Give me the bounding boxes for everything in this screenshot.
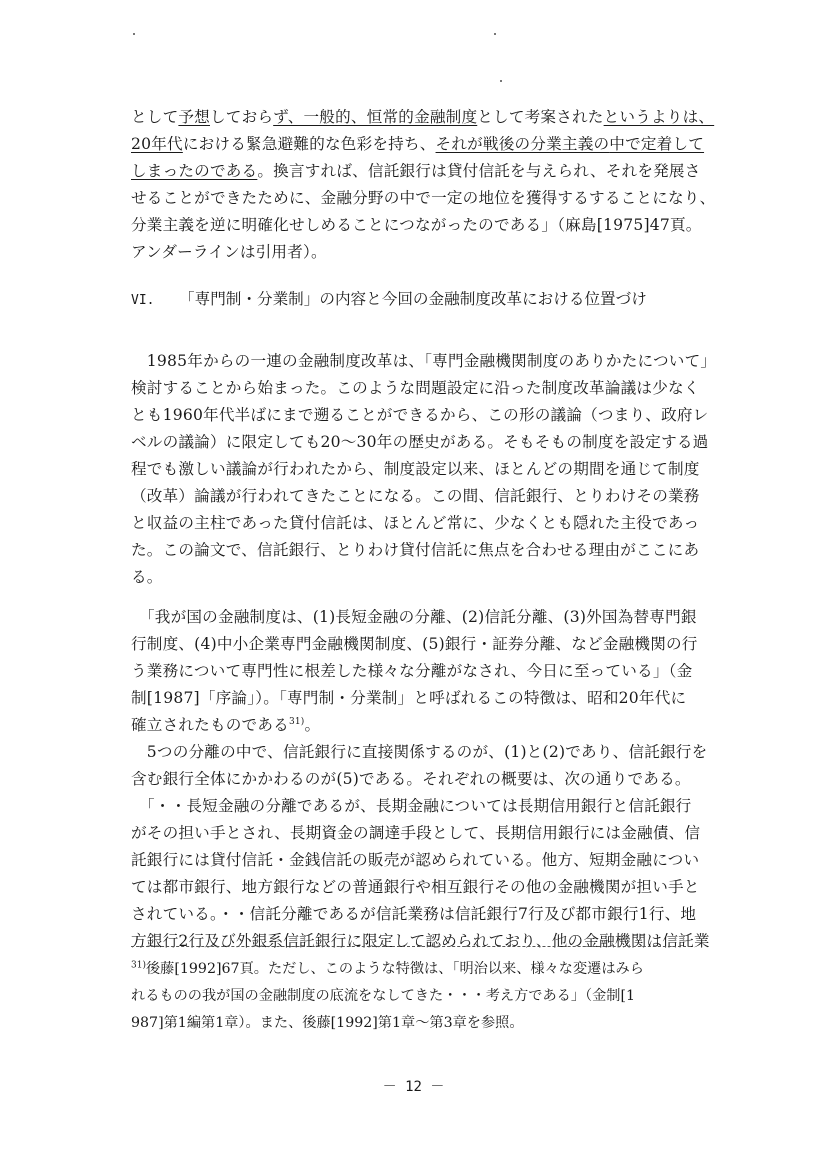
body-line: 検討することから始まった。このような問題設定に沿った制度改革論議は少なく [131,379,700,397]
section-title: 「専門制・分業制」の内容と今回の金融制度改革における位置づけ [179,290,647,308]
section-heading [131,288,647,312]
underlined-text: それが戦後の分業主義の [435,135,610,153]
body-line: 制[1987]「序論」）。「専門制・分業制」と呼ばれるこの特徴は、昭和20年代に [131,689,687,707]
intro-line-5: 分業主義を逆に明確化せしめることにつながったのである」（麻島[1975]47頁。 [131,216,702,234]
body-line: 程でも激しい議論が行われたから、制度設定以来、ほとんどの期間を通じて制度 [131,460,700,478]
body-line: がその担い手とされ、長期資金の調達手段として、長期信用銀行には金融債、信 [131,824,701,842]
footnote-marker: 31) [131,960,146,971]
footnote-line [131,958,731,980]
body-line: 含む銀行全体にかかわるのが(5)である。それぞれの概要は、次の通りである。 [131,770,691,788]
body-line: 5つの分離の中で、信託銀行に直接関係するのが、(1)と(2)であり、信託銀行を [131,743,708,761]
section-number: VI. [131,293,155,308]
footnote-line: 987]第1編第1章）。また、後藤[1992]第1章～第3章を参照。 [131,1015,524,1031]
scan-speck [133,33,135,35]
text-span: 。換言すれば、信託銀行は貸付信託を与えられ、それを発展さ [257,162,701,180]
body-line: 託銀行には貸付信託・金銭信託の販売が認められている。他方、短期金融につい [131,851,700,869]
text-span: として考案された [477,108,604,126]
footnote-separator [131,946,691,947]
intro-line-4: せることができたために、金融分野の中で一定の地位を獲得するすることになり、 [131,189,716,207]
intro-line-2 [131,133,731,155]
underlined-text: 中で定着して [609,135,705,153]
body-line: 「・・長短金融の分離であるが、長期金融については長期信用銀行と信託銀行 [131,797,692,815]
body-line: ては都市銀行、地方銀行などの普通銀行や相互銀行その他の金融機関が担い手と [131,878,700,896]
text-span: 確立されたものである [131,716,289,734]
body-line: た。この論文で、信託銀行、とりわけ貸付信託に焦点を合わせる理由がここにあ [131,541,700,559]
body-line: 行制度、(4)中小企業専門金融機関制度、(5)銀行・証券分離、など金融機関の行 [131,635,698,653]
text-span: しておら [209,108,274,126]
text-span: 。 [304,716,321,734]
body-line: と収益の主柱であった貸付信託は、ほとんど常に、少なくとも隠れた主役であっ [131,514,700,532]
body-line [131,714,731,736]
intro-line-6: アンダーラインは引用者）。 [131,243,327,261]
scan-speck [494,33,496,35]
underlined-text: ず、一般的、恒常的金融制度 [273,108,478,126]
body-line: 方銀行2行及び外銀系信託銀行に限定して認められており、他の金融機関は信託業 [131,932,710,950]
page-number: － 12 － [382,1079,445,1095]
scan-speck [500,80,502,82]
body-line: （改革）論議が行われてきたことになる。この間、信託銀行、とりわけその業務 [131,487,700,505]
body-line: 1985年からの一連の金融制度改革は、「専門金融機関制度のありかたについて」 [131,352,717,370]
text-span: として [131,108,179,126]
footnote-reference: 31) [288,716,305,727]
body-line: る。 [131,568,163,586]
underlined-text: しまったのである [131,162,258,180]
body-line: ベルの議論）に限定しても20～30年の歴史がある。そもそもの制度を設定する過 [131,433,709,451]
footnote-line: れるものの我が国の金融制度の底流をなしてきた・・・考え方である」（金制[1 [131,988,636,1004]
underlined-text: というよりは、 [603,108,715,126]
body-line: 「我が国の金融制度は、(1)長短金融の分離、(2)信託分離、(3)外国為替専門銀 [131,608,697,626]
text-span: 後藤[1992]67頁。ただし、このような特徴は、「明治以来、様々な変遷はみら [145,961,644,977]
underlined-text: 20年代 [131,135,183,153]
body-line: されている。・・信託分離であるが信託業務は信託銀行7行及び都市銀行1行、地 [131,905,697,923]
intro-line-1 [131,106,731,128]
text-span: における緊急避難的な色彩を持ち、 [182,135,436,153]
underlined-text: 予想 [178,108,210,126]
body-line: う業務について専門性に根差した様々な分離がなされ、今日に至っている」（金 [131,662,693,680]
body-line: とも1960年代半ばにまで遡ることができるから、この形の議論（つまり、政府レ [131,406,709,424]
intro-line-3 [131,160,731,182]
